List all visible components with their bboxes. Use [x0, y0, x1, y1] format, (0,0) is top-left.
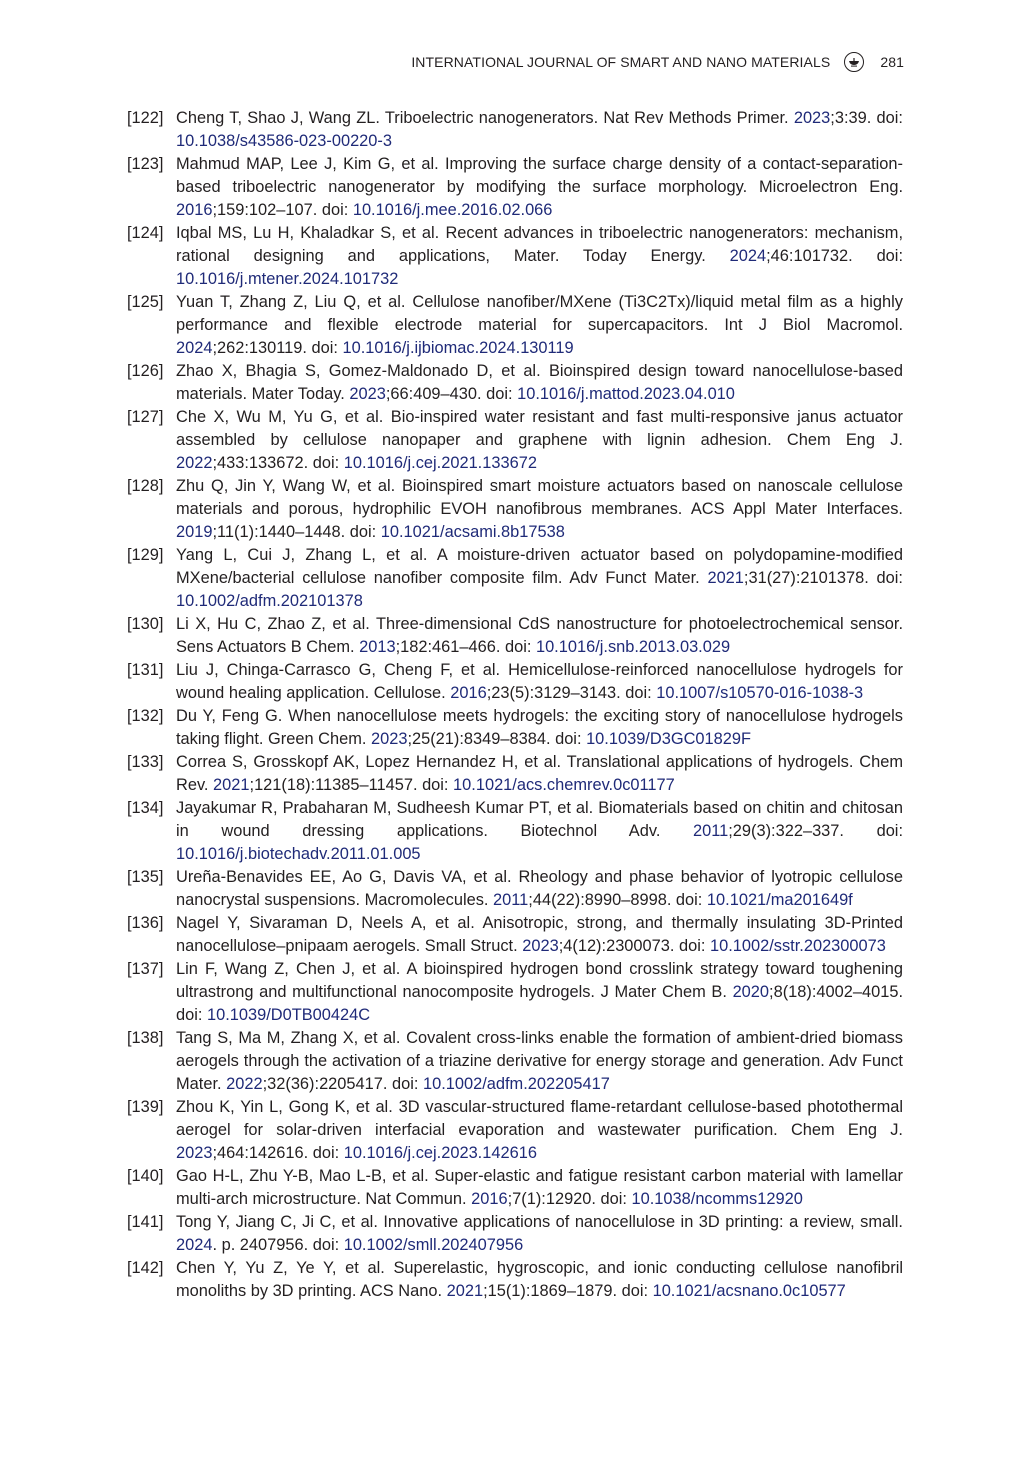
reference-number: [138] — [127, 1029, 164, 1047]
reference-number: [132] — [127, 707, 164, 725]
reference-citation: Tang S, Ma M, Zhang X, et al. Covalent cross-links enable the formation of ambient-dried biomass aerogels through the activation of a triazine derivative for energy storage and generation. Adv Funct Mater. — [176, 1029, 903, 1093]
reference-volume: ;66:409–430. doi: — [385, 385, 518, 403]
reference-volume: ;262:130119. doi: — [212, 339, 343, 357]
reference-citation: Zhou K, Yin L, Gong K, et al. 3D vascular-structured flame-retardant cellulose-based photothermal aerogel for solar-driven interfacial evaporation and wastewater purification. Chem Eng J. — [176, 1098, 903, 1139]
reference-number: [136] — [127, 914, 164, 932]
doi-link[interactable]: 10.1016/j.cej.2021.133672 — [343, 454, 537, 472]
reference-item — [127, 1165, 903, 1211]
reference-text — [176, 1027, 903, 1096]
year-link[interactable]: 2023 — [370, 730, 408, 748]
reference-item — [127, 1211, 903, 1257]
reference-number: [135] — [127, 868, 164, 886]
reference-number: [129] — [127, 546, 164, 564]
reference-text — [176, 406, 903, 475]
reference-item — [127, 751, 903, 797]
reference-item — [127, 360, 903, 406]
reference-volume: ;23(5):3129–3143. doi: — [486, 684, 657, 702]
reference-volume: ;7(1):12920. doi: — [507, 1190, 632, 1208]
reference-number: [131] — [127, 661, 164, 679]
year-link[interactable]: 2011 — [493, 891, 529, 909]
reference-volume: ;159:102–107. doi: — [212, 201, 353, 219]
reference-citation: Yang L, Cui J, Zhang L, et al. A moisture-driven actuator based on polydopamine-modified MXene/bacterial cellulose nanofiber composite film. Adv Funct Mater. — [176, 546, 903, 587]
reference-citation: Ureña-Benavides EE, Ao G, Davis VA, et al. Rheology and phase behavior of lyotropic cellulose nanocrystal suspensions. Macromolecules. — [176, 868, 903, 909]
reference-item — [127, 1257, 903, 1303]
reference-text — [176, 958, 903, 1027]
reference-citation: Liu J, Chinga-Carrasco G, Cheng F, et al. Hemicellulose-reinforced nanocellulose hydrogels for wound healing application. Cellulose. — [176, 661, 903, 702]
doi-link[interactable]: 10.1039/D3GC01829F — [586, 730, 751, 748]
reference-volume: ;8(18):4002–4015. doi: — [176, 983, 903, 1024]
doi-link[interactable]: 10.1016/j.mtener.2024.101732 — [176, 270, 399, 288]
reference-text — [176, 613, 903, 659]
reference-number: [128] — [127, 477, 164, 495]
reference-citation: Li X, Hu C, Zhao Z, et al. Three-dimensional CdS nanostructure for photoelectrochemical sensor. Sens Actuators B Chem. — [176, 615, 903, 656]
reference-citation: Nagel Y, Sivaraman D, Neels A, et al. Anisotropic, strong, and thermally insulating 3D-Printed nanocellulose–pnipaam aerogels. Small Struct. — [176, 914, 903, 955]
reference-text — [176, 705, 903, 751]
doi-link[interactable]: 10.1038/ncomms12920 — [631, 1190, 803, 1208]
reference-number: [123] — [127, 155, 164, 173]
doi-link[interactable]: 10.1021/ma201649f — [706, 891, 853, 909]
reference-citation: Chen Y, Yu Z, Ye Y, et al. Superelastic, hygroscopic, and ionic conducting cellulose nanofibril monoliths by 3D printing. ACS Nano. — [176, 1259, 903, 1300]
reference-volume: ;31(27):2101378. doi: — [743, 569, 903, 587]
year-link[interactable]: 2023 — [349, 385, 386, 403]
reference-citation: Jayakumar R, Prabaharan M, Sudheesh Kumar PT, et al. Biomaterials based on chitin and chitosan in wound dressing applications. Biotechnol Adv. — [176, 799, 903, 840]
doi-link[interactable]: 10.1038/s43586-023-00220-3 — [176, 132, 392, 150]
year-link[interactable]: 2024 — [729, 247, 767, 265]
year-link[interactable]: 2024 — [176, 1236, 213, 1254]
reference-item — [127, 866, 903, 912]
reference-volume: ;15(1):1869–1879. doi: — [483, 1282, 653, 1300]
reference-text — [176, 544, 903, 613]
reference-volume: ;44(22):8990–8998. doi: — [528, 891, 707, 909]
reference-item — [127, 475, 903, 544]
reference-item — [127, 291, 903, 360]
reference-text — [176, 659, 903, 705]
year-link[interactable]: 2019 — [176, 523, 213, 541]
year-link[interactable]: 2022 — [176, 454, 213, 472]
reference-number: [125] — [127, 293, 164, 311]
reference-number: [127] — [127, 408, 164, 426]
reference-volume: ;4(12):2300073. doi: — [558, 937, 710, 955]
reference-number: [126] — [127, 362, 164, 380]
reference-item — [127, 958, 903, 1027]
reference-citation: Lin F, Wang Z, Chen J, et al. A bioinspired hydrogen bond crosslink strategy toward toughening ultrastrong and multifunctional nanocomposite hydrogels. J Mater Chem B. — [176, 960, 903, 1001]
reference-item — [127, 797, 903, 866]
reference-citation: Gao H-L, Zhu Y-B, Mao L-B, et al. Super-elastic and fatigue resistant carbon material with lamellar multi-arch microstructure. Nat Commun. — [176, 1167, 903, 1208]
reference-volume: ;29(3):322–337. doi: — [728, 822, 904, 840]
doi-link[interactable]: 10.1007/s10570-016-1038-3 — [656, 684, 864, 702]
doi-link[interactable]: 10.1016/j.mattod.2023.04.010 — [517, 385, 735, 403]
reference-item — [127, 613, 903, 659]
reference-text — [176, 360, 903, 406]
year-link[interactable]: 2023 — [522, 937, 559, 955]
year-link[interactable]: 2023 — [176, 1144, 213, 1162]
doi-link[interactable]: 10.1039/D0TB00424C — [206, 1006, 371, 1024]
publisher-logo-icon — [844, 52, 864, 72]
year-link[interactable]: 2020 — [732, 983, 770, 1001]
reference-text — [176, 1096, 903, 1165]
doi-link[interactable]: 10.1021/acsnano.0c10577 — [652, 1282, 846, 1300]
reference-text — [176, 291, 903, 360]
reference-item — [127, 1027, 903, 1096]
reference-volume: ;32(36):2205417. doi: — [262, 1075, 423, 1093]
page-number: 281 — [880, 54, 904, 70]
reference-text — [176, 1257, 903, 1303]
reference-citation: Cheng T, Shao J, Wang ZL. Triboelectric nanogenerators. Nat Rev Methods Primer. — [176, 109, 794, 127]
reference-number: [141] — [127, 1213, 164, 1231]
doi-link[interactable]: 10.1002/sstr.202300073 — [709, 937, 886, 955]
year-link[interactable]: 2021 — [213, 776, 250, 794]
reference-text — [176, 751, 903, 797]
year-link[interactable]: 2023 — [793, 109, 831, 127]
reference-text — [176, 866, 903, 912]
reference-citation: Du Y, Feng G. When nanocellulose meets hydrogels: the exciting story of nanocellulose hydrogels taking flight. Green Chem. — [176, 707, 903, 748]
year-link[interactable]: 2016 — [450, 684, 487, 702]
year-link[interactable]: 2011 — [692, 822, 729, 840]
reference-item — [127, 153, 903, 222]
reference-item — [127, 544, 903, 613]
reference-volume: ;121(18):11385–11457. doi: — [249, 776, 454, 794]
doi-link[interactable]: 10.1016/j.cej.2023.142616 — [343, 1144, 537, 1162]
doi-link[interactable]: 10.1016/j.mee.2016.02.066 — [352, 201, 553, 219]
year-link[interactable]: 2024 — [176, 339, 213, 357]
year-link[interactable]: 2021 — [446, 1282, 484, 1300]
reference-volume: ;3:39. doi: — [830, 109, 903, 127]
reference-number: [133] — [127, 753, 164, 771]
reference-citation: Zhu Q, Jin Y, Wang W, et al. Bioinspired smart moisture actuators based on nanoscale cellulose materials and porous, hydrophilic EVOH nanofibrous membranes. ACS Appl Mater Interfaces. — [176, 477, 903, 518]
doi-link[interactable]: 10.1002/adfm.202205417 — [422, 1075, 610, 1093]
reference-item — [127, 1096, 903, 1165]
reference-volume: ;46:101732. doi: — [766, 247, 903, 265]
reference-text — [176, 153, 903, 222]
reference-item — [127, 222, 903, 291]
reference-number: [142] — [127, 1259, 164, 1277]
reference-text — [176, 1165, 903, 1211]
year-link[interactable]: 2016 — [471, 1190, 508, 1208]
reference-citation: Che X, Wu M, Yu G, et al. Bio-inspired water resistant and fast multi-responsive janus actuator assembled by cellulose nanopaper and graphene with lignin adhesion. Chem Eng J. — [176, 408, 903, 449]
reference-citation: Correa S, Grosskopf AK, Lopez Hernandez H, et al. Translational applications of hydrogels. Chem Rev. — [176, 753, 903, 794]
reference-volume: ;464:142616. doi: — [212, 1144, 344, 1162]
reference-volume: . p. 2407956. doi: — [212, 1236, 344, 1254]
doi-link[interactable]: 10.1016/j.snb.2013.03.029 — [535, 638, 731, 656]
reference-number: [124] — [127, 224, 164, 242]
reference-volume: ;433:133672. doi: — [212, 454, 344, 472]
reference-citation: Yuan T, Zhang Z, Liu Q, et al. Cellulose nanofiber/MXene (Ti3C2Tx)/liquid metal film as a highly performance and flexible electrode material for supercapacitors. Int J Biol Macromol. — [176, 293, 903, 334]
reference-text — [176, 475, 903, 544]
reference-item — [127, 107, 903, 153]
year-link[interactable]: 2022 — [226, 1075, 263, 1093]
reference-text — [176, 912, 903, 958]
reference-number: [130] — [127, 615, 164, 633]
reference-item — [127, 912, 903, 958]
reference-item — [127, 659, 903, 705]
reference-text — [176, 1211, 903, 1257]
reference-citation: Tong Y, Jiang C, Ji C, et al. Innovative applications of nanocellulose in 3D printing: a review, small. — [176, 1213, 903, 1231]
reference-volume: ;182:461–466. doi: — [395, 638, 536, 656]
year-link[interactable]: 2013 — [359, 638, 396, 656]
doi-link[interactable]: 10.1021/acs.chemrev.0c01177 — [453, 776, 675, 794]
reference-number: [139] — [127, 1098, 164, 1116]
doi-link[interactable]: 10.1016/j.biotechadv.2011.01.005 — [176, 845, 421, 863]
reference-list — [127, 107, 903, 1303]
reference-citation: Mahmud MAP, Lee J, Kim G, et al. Improving the surface charge density of a contact-separation-based triboelectric nanogenerator by modifying the surface morphology. Microelectron Eng. — [176, 155, 903, 196]
doi-link[interactable]: 10.1021/acsami.8b17538 — [380, 523, 565, 541]
journal-title: INTERNATIONAL JOURNAL OF SMART AND NANO MATERIALS — [411, 54, 831, 70]
reference-item — [127, 406, 903, 475]
reference-number: [134] — [127, 799, 164, 817]
year-link[interactable]: 2016 — [176, 201, 213, 219]
reference-number: [137] — [127, 960, 164, 978]
doi-link[interactable]: 10.1002/smll.202407956 — [343, 1236, 524, 1254]
reference-number: [140] — [127, 1167, 164, 1185]
reference-number: [122] — [127, 109, 164, 127]
reference-text — [176, 222, 903, 291]
reference-text — [176, 797, 903, 866]
reference-citation: Zhao X, Bhagia S, Gomez-Maldonado D, et al. Bioinspired design toward nanocellulose-based materials. Mater Today. — [176, 362, 903, 403]
year-link[interactable]: 2021 — [707, 569, 744, 587]
reference-citation: Iqbal MS, Lu H, Khaladkar S, et al. Recent advances in triboelectric nanogenerators: mechanism, rational designing and applications, Mater. Today Energy. — [176, 224, 903, 265]
reference-text — [176, 107, 903, 153]
reference-volume: ;25(21):8349–8384. doi: — [407, 730, 587, 748]
running-header — [411, 52, 904, 72]
doi-link[interactable]: 10.1002/adfm.202101378 — [176, 592, 363, 610]
reference-item — [127, 705, 903, 751]
reference-volume: ;11(1):1440–1448. doi: — [212, 523, 381, 541]
doi-link[interactable]: 10.1016/j.ijbiomac.2024.130119 — [342, 339, 574, 357]
